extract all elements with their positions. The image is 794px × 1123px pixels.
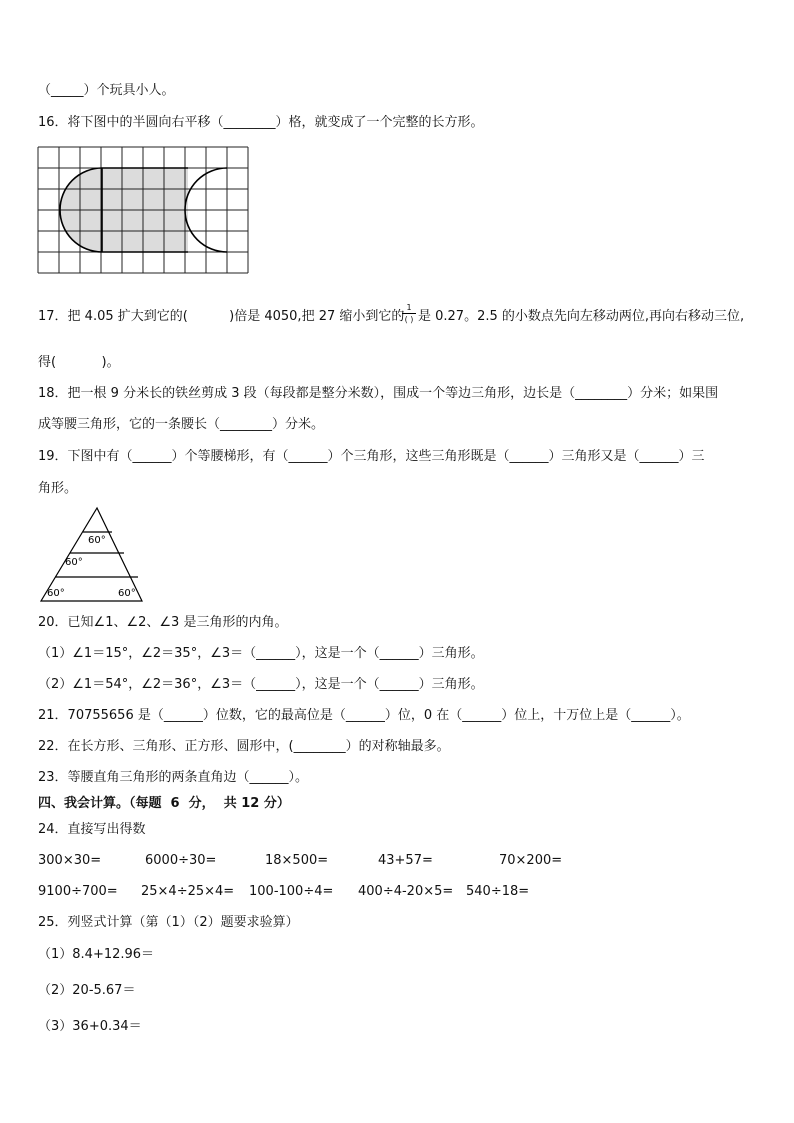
calc-item: 25×4÷25×4= [141,884,235,899]
q20-part2: （2）∠1＝54°，∠2＝36°，∠3＝（______），这是一个（______）三角形。 [38,677,484,692]
q17-line2: 得( )。 [38,355,120,370]
grid-figure [37,146,253,276]
q25-part1: （1）8.4+12.96＝ [38,947,155,962]
q17-line1-a: 17．把 4.05 扩大到它的( )倍是 4050,把 27 缩小到它的 [38,309,405,324]
angle-label-1: 60° [88,535,106,546]
q16-text: 16．将下图中的半圆向右平移（________）格，就变成了一个完整的长方形。 [38,115,484,130]
q18-line2: 成等腰三角形，它的一条腰长（________）分米。 [38,417,325,432]
q17-line1-b: 是 0.27。2.5 的小数点先向左移动两位,再向右移动三位, [418,309,745,324]
q22-text: 22．在长方形、三角形、正方形、圆形中，(________）的对称轴最多。 [38,739,450,754]
q18-line1: 18．把一根 9 分米长的铁丝剪成 3 段（每段都是整分米数），围成一个等边三角形，边长是（________）分米；如果围 [38,386,719,401]
angle-label-3: 60° [47,588,65,599]
section4-heading: 四、我会计算。（每题 6 分， 共 12 分） [38,796,290,811]
q21-text: 21．70755656 是（______）位数，它的最高位是（______）位，0 在（______）位上，十万位上是（______）。 [38,708,690,723]
angle-label-2: 60° [65,557,83,568]
q17-frac-num: 1 [406,303,412,312]
calc-item: 400÷4-20×5= [358,884,454,899]
q19-line1: 19．下图中有（______）个等腰梯形，有（______）个三角形，这些三角形既是（______）三角形又是（______）三 [38,449,705,464]
angle-label-4: 60° [118,588,136,599]
calc-item: 6000÷30= [145,853,217,868]
calc-item: 18×500= [265,853,329,868]
q24-text: 24．直接写出得数 [38,822,146,837]
q25-part2: （2）20-5.67＝ [38,983,136,998]
q17-frac-den: ( ) [404,315,414,324]
calc-item: 43+57= [378,853,433,868]
q25-text: 25．列竖式计算（第（1）（2）题要求验算） [38,915,299,930]
calc-item: 540÷18= [466,884,530,899]
triangle-figure [38,505,150,605]
calc-item: 300×30= [38,853,102,868]
q20-part1: （1）∠1＝15°，∠2＝35°，∠3＝（______），这是一个（______）三角形。 [38,646,484,661]
calc-item: 70×200= [499,853,563,868]
q23-text: 23．等腰直角三角形的两条直角边（______）。 [38,770,309,785]
q20-text: 20．已知∠1、∠2、∠3 是三角形的内角。 [38,615,288,630]
q15-tail: （_____）个玩具小人。 [38,83,175,98]
calc-item: 9100÷700= [38,884,118,899]
calc-item: 100-100÷4= [249,884,334,899]
q17-frac-bar [402,313,416,314]
q25-part3: （3）36+0.34＝ [38,1019,142,1034]
q19-line2: 角形。 [38,481,78,496]
